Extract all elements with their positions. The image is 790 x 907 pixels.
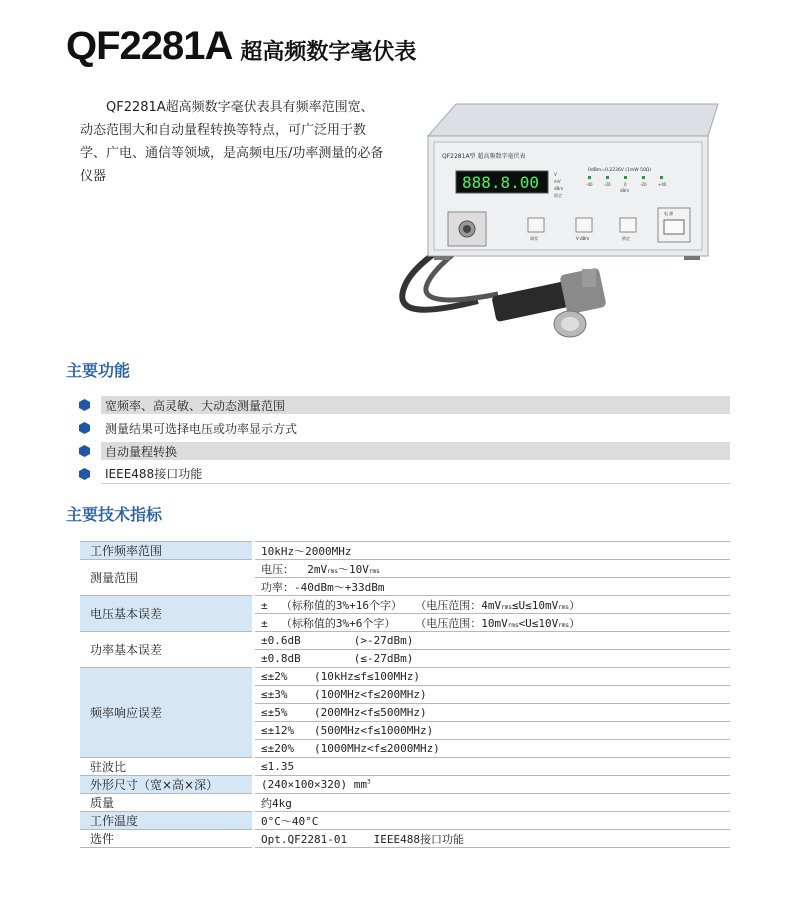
device-photo [398,96,720,350]
page-title [66,24,416,69]
table-row [80,668,730,686]
features-list [78,394,730,486]
spec-key: 工作频率范围 [80,542,254,560]
feature-text: 自动量程转换 [101,442,730,460]
svg-text:V: V [554,172,557,177]
svg-text:dBm: dBm [554,186,564,191]
spec-value: ≤±5% (200MHz<f≤500MHz) [254,704,731,722]
spec-value: 10kHz～2000MHz [254,542,731,560]
svg-text:mV: mV [554,179,561,184]
display-readout: 888.8.00 [462,173,540,192]
hexagon-bullet-icon [78,422,91,435]
spec-key: 工作温度 [80,812,254,830]
hexagon-bullet-icon [78,399,91,412]
svg-text:-20: -20 [604,182,611,187]
hexagon-bullet-icon [78,468,91,481]
table-row [80,812,730,830]
spec-key: 频率响应误差 [80,668,254,758]
spec-value: Opt.QF2281-01 IEEE488接口功能 [254,830,731,848]
list-item [78,417,730,439]
svg-text:电 源: 电 源 [664,211,674,216]
probe [491,267,606,337]
features-heading: 主要功能 [66,361,131,380]
spec-value: ±0.6dB (>-27dBm) [254,632,731,650]
spec-value: ± （标称值的3%+6个字） （电压范围：10mVrms<U≤10Vrms） [254,614,731,632]
table-row [80,776,730,794]
table-row [80,632,730,650]
specs-heading: 主要技术指标 [66,505,163,524]
product-name: 超高频数字毫伏表 [240,40,417,65]
spec-value: 电压： 2mVrms～10Vrms [254,560,731,578]
spec-value: ≤±2% (10kHz≤f≤100MHz) [254,668,731,686]
svg-text:-20: -20 [640,182,647,187]
spec-value: ≤±12% (500MHz<f≤1000MHz) [254,722,731,740]
spec-key: 测量范围 [80,560,254,596]
svg-text:调零: 调零 [530,236,538,241]
svg-text:锁定: 锁定 [554,193,562,198]
table-row [80,596,730,614]
intro-paragraph: QF2281A超高频数字毫伏表具有频率范围宽、动态范围大和自动量程转换等特点，可广泛用于教学、广电、通信等领域，是高频电压/功率测量的必备仪器 [80,100,384,184]
table-row [80,542,730,560]
spec-value: ≤±3% (100MHz<f≤200MHz) [254,686,731,704]
table-row [80,830,730,848]
spec-key: 功率基本误差 [80,632,254,668]
spec-value: 功率：-40dBm～+33dBm [254,578,731,596]
hexagon-bullet-icon [78,445,91,458]
specs-table [80,541,730,848]
feature-text: 宽频率、高灵敏、大动态测量范围 [101,396,730,414]
feature-text: 测量结果可选择电压或功率显示方式 [105,421,298,436]
spec-value: 约4kg [254,794,731,812]
device-brand-label: QF2281A型 超高频数字毫伏表 [442,153,526,160]
svg-text:+40: +40 [658,182,667,187]
table-row [80,560,730,578]
list-item [78,463,730,485]
model-number: QF2281A [66,24,233,68]
list-item [78,394,730,416]
svg-text:V-dBm: V-dBm [576,236,590,241]
table-row [80,794,730,812]
svg-text:dBm: dBm [620,188,630,193]
spec-key: 选件 [80,830,254,848]
list-item [78,440,730,462]
scale-label: 0dBm=0.2236V (1mW 50Ω) [588,168,652,173]
svg-text:锁定: 锁定 [622,236,630,241]
svg-text:-40: -40 [586,182,593,187]
feature-text: IEEE488接口功能 [101,465,730,484]
spec-value: ±0.8dB (≤-27dBm) [254,650,731,668]
spec-value: 0°C～40°C [254,812,731,830]
table-row [80,758,730,776]
spec-key: 外形尺寸（宽×高×深） [80,776,254,794]
spec-key: 电压基本误差 [80,596,254,632]
spec-value: (240×100×320) $mm^3$ [254,776,731,794]
spec-value: ≤1.35 [254,758,731,776]
spec-key: 驻波比 [80,758,254,776]
spec-value: ≤±20% (1000MHz<f≤2000MHz) [254,740,731,758]
spec-key: 质量 [80,794,254,812]
spec-value: ± （标称值的3%+16个字） （电压范围：4mVrms≤U≤10mVrms） [254,596,731,614]
svg-text:0: 0 [624,182,627,187]
